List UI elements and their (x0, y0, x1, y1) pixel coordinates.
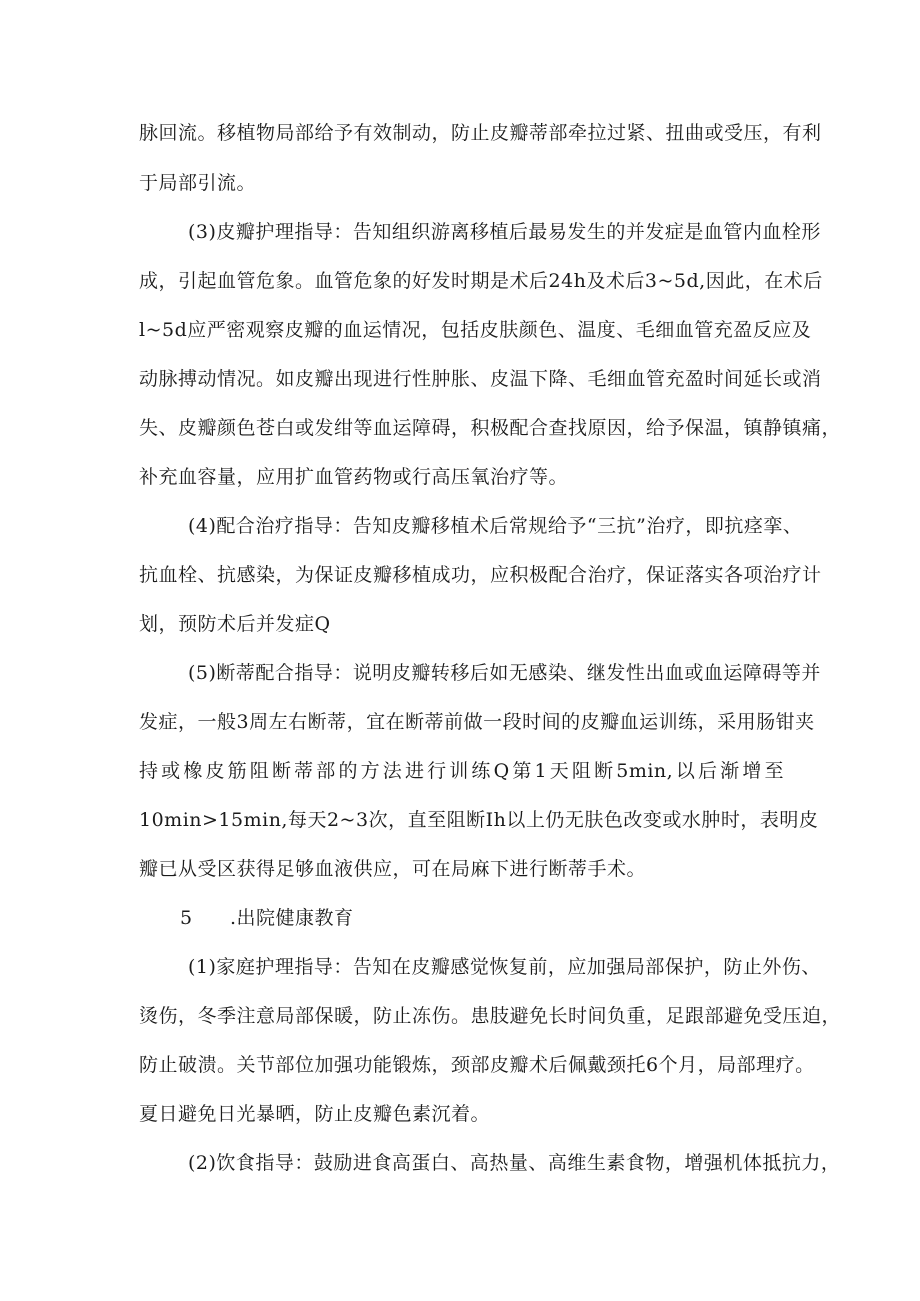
paragraph-line: 持或橡皮筋阻断蒂部的方法进行训练Q第1天阻断5min,以后渐增至 (139, 760, 784, 782)
paragraph-line: (3)皮瓣护理指导：告知组织游离移植后最易发生的并发症是血管内血栓形 (188, 221, 821, 243)
paragraph-line: 抗血栓、抗感染，为保证皮瓣移植成功，应积极配合治疗，保证落实各项治疗计 (139, 564, 822, 586)
paragraph-line: (4)配合治疗指导：告知皮瓣移植术后常规给予“三抗”治疗，即抗痉挛、 (188, 515, 803, 537)
paragraph-line: 瓣已从受区获得足够血液供应，可在局麻下进行断蒂手术。 (139, 858, 647, 880)
paragraph-line: 发症，一般3周左右断蒂，宜在断蒂前做一段时间的皮瓣血运训练，采用肠钳夹 (139, 711, 815, 733)
paragraph-line: 动脉搏动情况。如皮瓣出现进行性肿胀、皮温下降、毛细血管充盈时间延长或消 (139, 368, 822, 390)
paragraph-line: 成，引起血管危象。血管危象的好发时期是术后24h及术后3~5d,因此，在术后 (139, 270, 823, 292)
paragraph-line: 夏日避免日光暴晒，防止皮瓣色素沉着。 (139, 1103, 491, 1125)
paragraph-line: 划，预防术后并发症Q (139, 613, 331, 635)
paragraph-line: 烫伤，冬季注意局部保暖，防止冻伤。患肢避免长时间负重，足跟部避免受压迫， (139, 1005, 842, 1027)
paragraph-line: 失、皮瓣颜色苍白或发绀等血运障碍，积极配合查找原因，给予保温，镇静镇痛， (139, 417, 842, 439)
section-title: .出院健康教育 (230, 907, 354, 929)
paragraph-line: 补充血容量，应用扩血管药物或行高压氧治疗等。 (139, 466, 569, 488)
paragraph-line: (1)家庭护理指导：告知在皮瓣感觉恢复前，应加强局部保护，防止外伤、 (188, 956, 821, 978)
paragraph-line: l~5d应严密观察皮瓣的血运情况，包括皮肤颜色、温度、毛细血管充盈反应及 (139, 319, 812, 341)
section-number: 5 (180, 907, 193, 929)
paragraph-line: (2)饮食指导：鼓励进食高蛋白、高热量、高维生素食物，增强机体抵抗力， (188, 1152, 841, 1174)
paragraph-line: 于局部引流。 (139, 172, 257, 194)
paragraph-line: 防止破溃。关节部位加强功能锻炼，颈部皮瓣术后佩戴颈托6个月，局部理疗。 (139, 1054, 815, 1076)
paragraph-line: (5)断蒂配合指导：说明皮瓣转移后如无感染、继发性出血或血运障碍等并 (188, 662, 821, 684)
section-heading (180, 904, 480, 932)
paragraph-line: 脉回流。移植物局部给予有效制动，防止皮瓣蒂部牵拉过紧、扭曲或受压，有利 (139, 122, 822, 144)
paragraph-line: 10min>15min,每天2~3次，直至阻断Ih以上仍无肤色改变或水肿时，表明皮 (139, 809, 819, 831)
